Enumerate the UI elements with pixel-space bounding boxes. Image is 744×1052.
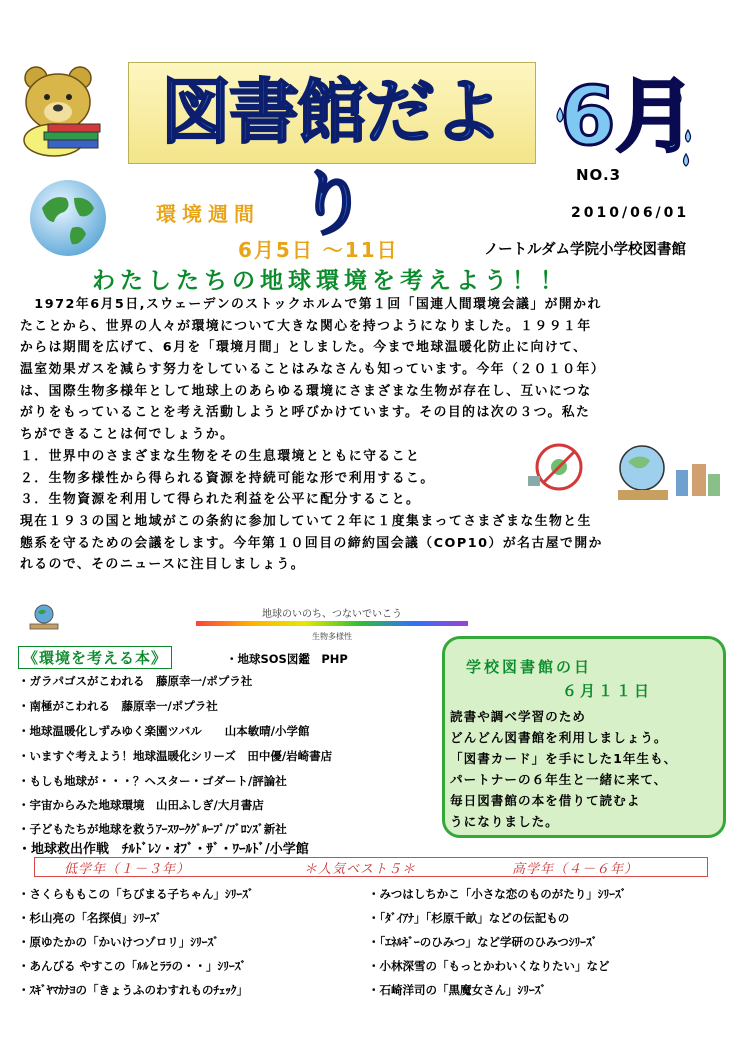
bear-with-books-icon — [14, 62, 104, 157]
globe-on-book-icon — [28, 604, 60, 630]
book-item: ・南極がこわれる 藤原幸一/ポプラ社 — [18, 699, 218, 713]
body-line: ３．生物資源を利用して得られた利益を公平に配分すること。 — [20, 492, 421, 508]
book-item: ・地球SOS図鑑 PHP — [226, 652, 348, 666]
issue-number: NO.3 — [576, 166, 622, 184]
headline: わたしたちの地球環境を考えよう！！ — [92, 268, 568, 294]
book-item: ・もしも地球が・・・？ヘスター・ゴダート/評論社 — [18, 774, 287, 788]
warming-earth-illustration — [592, 440, 724, 504]
no-littering-illustration — [526, 440, 592, 494]
body-line: 現在１９３の国と地域がこの条約に参加していて２年に１度集まってさまざまな生物と生 — [20, 513, 592, 529]
books-heading: 《環境を考える本》 — [18, 646, 172, 669]
best5-lower-grade: 低学年（１－３年） — [64, 862, 191, 877]
body-line: 態系を守るための会議をします。今年第１０回目の締約国会議（COP10）が名古屋で開か — [20, 535, 603, 551]
body-line: からは期間を広げて、6月を「環境月間」としました。今まで地球温暖化防止に向けて、 — [20, 340, 588, 356]
ranking-item: ・「ﾀﾞｲｱﾅ」「杉原千畝」などの伝記もの — [368, 911, 570, 925]
library-day-date: ６月１１日 — [562, 682, 653, 700]
library-day-title: 学校図書館の日 — [466, 658, 593, 676]
ranking-item: ・あんびる やすこの「ﾙﾙとﾗﾗの・・」ｼﾘｰｽﾞ — [18, 959, 247, 973]
library-day-line: 「図書カード」を手にした1年生も、 — [450, 751, 678, 766]
library-day-line: 読書や調べ学習のため — [450, 709, 586, 724]
library-day-line: うになりました。 — [450, 814, 559, 829]
ranking-item: ・原ゆたかの「かいけつゾロリ」ｼﾘｰｽﾞ — [18, 935, 220, 949]
body-line: れるので、そのニュースに注目しましょう。 — [20, 557, 306, 573]
ranking-item: ・さくらももこの「ちびまる子ちゃん」ｼﾘｰｽﾞ — [18, 887, 254, 901]
body-line: は、国際生物多様年として地球上のあらゆる環境にさまざまな生物が存在し、互いにつな — [20, 383, 592, 399]
ranking-item: ・「ｴﾈﾙｷﾞｰのひみつ」など学研のひみつｼﾘｰｽﾞ — [368, 935, 598, 949]
week-title: 環境週間 — [156, 202, 260, 226]
library-day-text — [450, 706, 677, 832]
earth-globe-icon — [28, 178, 124, 258]
library-day-line: パートナーの６年生と一緒に来て、 — [450, 772, 668, 787]
week-dates: 6月5日 ～11日 — [238, 238, 399, 262]
book-item: ・いますぐ考えよう！地球温暖化シリーズ 田中優/岩崎書店 — [18, 749, 333, 763]
library-day-line: どんどん図書館を利用しましょう。 — [450, 730, 668, 745]
ranking-item: ・みつはしちかこ「小さな恋のものがたり」ｼﾘｰｽﾞ — [368, 887, 627, 901]
book-item: ・地球救出作戦 ﾁﾙﾄﾞﾚﾝ・ｵﾌﾞ・ｻﾞ・ﾜｰﾙﾄﾞ/小学館 — [18, 842, 309, 857]
biodiversity-slogan: 地球のいのち、つないでいこう — [262, 609, 402, 620]
library-name: ノートルダム学院小学校図書館 — [484, 242, 686, 258]
biodiversity-banner — [196, 606, 468, 644]
article-body — [20, 294, 732, 576]
book-item: ・地球温暖化しずみゆく楽園ツバル 山本敏晴/小学館 — [18, 724, 310, 738]
book-item: ・ガラパゴスがこわれる 藤原幸一/ポプラ社 — [18, 674, 253, 688]
body-line: がりをもっていることを考え活動しようと呼びかけています。その目的は次の３つ。私た — [20, 405, 591, 421]
publish-date: 2010/06/01 — [571, 205, 690, 221]
ranking-item: ・石崎洋司の「黒魔女さん」ｼﾘｰｽﾞ — [368, 983, 547, 997]
book-item: ・宇宙からみた地球環境 山田ふしぎ/大月書店 — [18, 798, 264, 812]
book-item: ・子どもたちが地球を救うｱｰｽﾜｰｸｸﾞﾙｰﾌﾟ/ﾌﾞﾛﾝｽﾞ新社 — [18, 822, 287, 836]
best5-title: ＊人気ベスト５＊ — [304, 862, 417, 877]
library-day-line: 毎日図書館の本を借りて読むよ — [450, 793, 641, 808]
ranking-item: ・杉山亮の「名探偵」ｼﾘｰｽﾞ — [18, 911, 162, 925]
ranking-item: ・小林深雪の「もっとかわいくなりたい」など — [368, 959, 610, 973]
newsletter-title: 図書館だより — [161, 71, 501, 245]
body-line: ちができることは何でしょうか。 — [20, 427, 235, 443]
best5-upper-grade: 高学年（４－６年） — [512, 862, 639, 877]
body-line: 1972年6月5日,スウェーデンのストックホルムで第１回「国連人間環境会議」が開かれ — [20, 297, 602, 312]
body-line: １．世界中のさまざまな生物をその生息環境とともに守ること — [20, 448, 421, 464]
biodiversity-label: 生物多様性 — [312, 632, 352, 641]
issue-month: 6月 — [560, 70, 696, 163]
ranking-item: ・ｽｷﾞﾔﾏｶﾅﾖの「きょうふのわすれものﾁｪｯｸ」 — [18, 983, 248, 997]
body-line: たことから、世界の人々が環境について大きな関心を持つようになりました。１９９１年 — [20, 318, 592, 334]
body-line: 温室効果ガスを減らす努力をしていることはみなさんも知っています。今年（２０１０年） — [20, 362, 606, 378]
body-line: ２．生物多様性から得られる資源を持続可能な形で利用するこ。 — [20, 470, 435, 486]
